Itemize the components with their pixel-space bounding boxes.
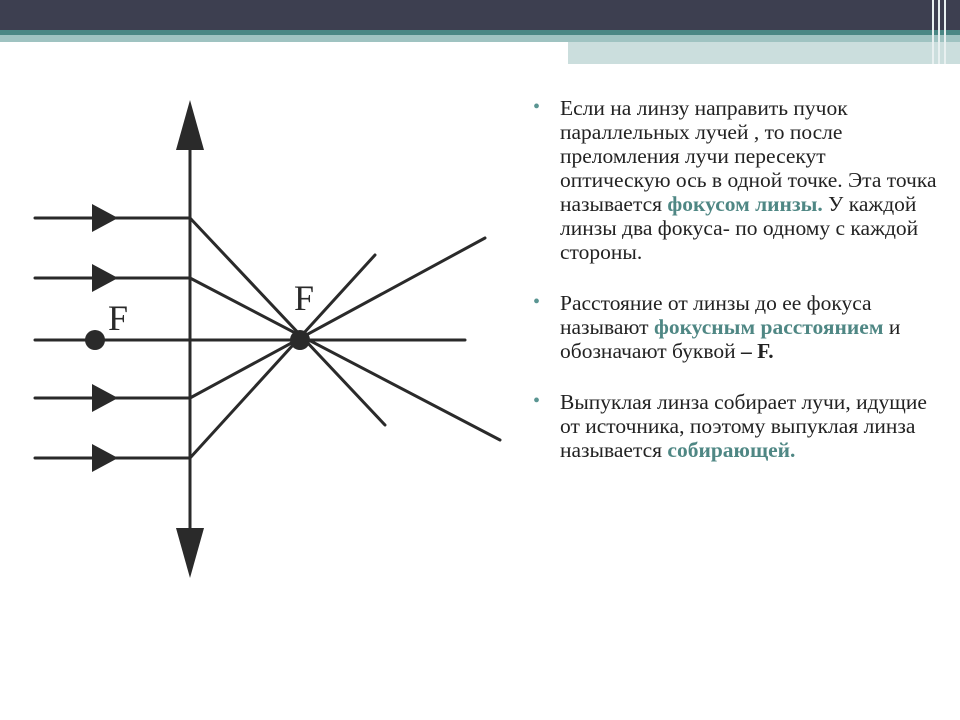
ray-arrow-1 [92, 204, 118, 232]
refracted-ray-4 [190, 255, 375, 458]
term-highlight: фокусом линзы. [667, 192, 823, 216]
bullet-marker: • [533, 291, 541, 313]
bullet-text: У каждой линзы два фокуса- по одному с каждой стороны. [560, 192, 919, 264]
bullet-text: Расстояние от линзы до ее фокуса называют [560, 291, 872, 339]
bullet-converging-lens [533, 390, 938, 462]
bullet-text: Если на линзу направить пучок параллельных лучей , то после преломления лучи пересекут оптическую ось в одной точке. Эта точка называется [560, 96, 937, 216]
lens-arrow-bottom [176, 528, 204, 578]
lens-diagram [0, 90, 520, 590]
bullet-marker: • [533, 390, 541, 412]
bullet-marker: • [533, 96, 541, 118]
ray-arrow-4 [92, 444, 118, 472]
header-bar [0, 0, 960, 30]
ray-arrow-2 [92, 264, 118, 292]
term-highlight: собирающей. [667, 438, 796, 462]
focus-point-right [290, 330, 310, 350]
text-panel [533, 96, 938, 489]
refracted-ray-1 [190, 218, 385, 425]
ray-arrow-3 [92, 384, 118, 412]
symbol-f: – F. [740, 339, 774, 363]
focus-point-left [85, 330, 105, 350]
corner-decoration [932, 0, 950, 64]
term-highlight: фокусным расстоянием [653, 315, 884, 339]
lens-arrow-top [176, 100, 204, 150]
bullet-focal-distance [533, 291, 938, 363]
header-light-band [0, 35, 960, 42]
bullet-text: Выпуклая линза собирает лучи, идущие от источника, поэтому выпуклая линза называется [560, 390, 927, 462]
focus-label-right: F [294, 278, 315, 318]
bullet-focus-definition [533, 96, 938, 264]
header-accent-block [568, 42, 960, 64]
focus-label-left: F [108, 298, 129, 338]
bullet-text: и обозначают буквой [560, 315, 901, 363]
refracted-ray-2 [190, 278, 500, 440]
